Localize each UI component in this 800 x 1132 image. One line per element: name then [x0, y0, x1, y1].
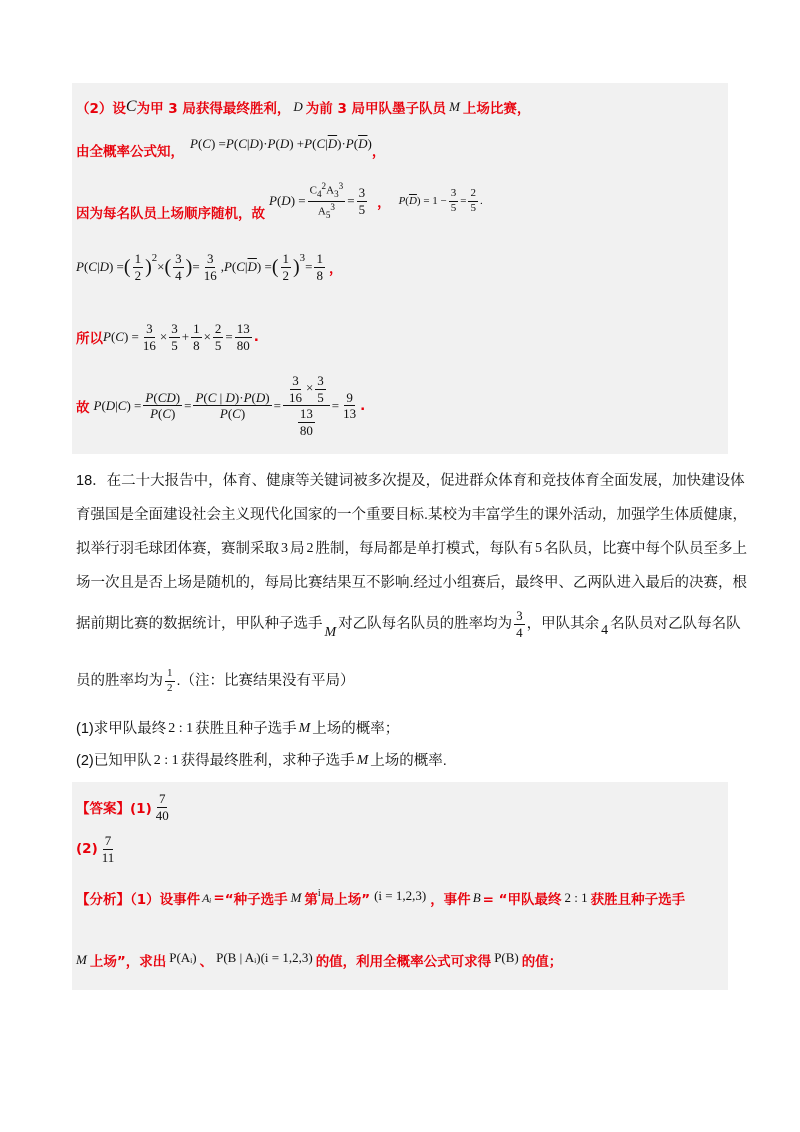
bayes-formula: P ( D | C ) = $\frac{P(CD)}{P(C)}$ = $\frac{P(C | D)\cdot P(D)}{P(C)}$ = $\frac{3}{16}$ × $\frac{3}{5}$ $\frac{13}{80}$ = $\frac{9}{13}$ [93, 373, 357, 438]
analysis-line-1: 【分析】（1）设事件 Aᵢ = “种子选手 M 第 i 局上场” (i = 1,2,3) ，事件 B = “甲队最终 2 : 1 获胜且种子选手 [76, 888, 686, 908]
win-rate-m-fraction: $\frac{3}{4}$ [516, 607, 523, 640]
analysis-line-2: M 上场”，求出 P(Aᵢ) 、 P(B | Aᵢ)(i = 1,2,3) 的值，利用全概率公式可求得 P(B) 的值； [76, 950, 563, 970]
answer-2-fraction: $\frac{7}{11}$ [101, 833, 115, 865]
pdbar-formula: P ( $\overline{D}$ ) = 1 − $\frac{3}{5}$ = $\frac{2}{5}$ . [398, 186, 483, 214]
solution-line-4: P ( C | D ) = ( $\frac{1}{2}$ ) $^2$ × ( $\frac{3}{4}$ ) = $\frac{3}{16}$ , P ( C | $\overline{D}$ ) = ( $\frac{1}{2}$ ) $^3$ = $\frac{1}{8}$ ， [76, 251, 343, 283]
solution-line-2: 由全概率公式知， P ( C ) = P ( C | D )· P ( D ) + P ( C | $\overline{D}$ )· P ( $\overline{D}$ ) ， [76, 136, 386, 160]
solution-line-5: 所以 P ( C ) = $\frac{3}{16}$ × $\frac{3}{5}$ + $\frac{1}{8}$ × $\frac{2}{5}$ = $\frac{13}{80}$ . [76, 321, 259, 353]
pd-formula: P ( D ) = $\frac{C_4^2A_3^3}{A_5^3}$ = $\frac{3}{5}$ [269, 181, 366, 220]
solution-line-1: （2）设 C 为甲 3 局获得最终胜利， D 为前 3 局甲队墨子队员 M 上场比赛， [76, 98, 531, 117]
question-1: (1)求甲队最终 2 : 1 获胜且种子选手 M 上场的概率； [76, 721, 400, 737]
answer-1-fraction: $\frac{7}{40}$ [155, 791, 169, 823]
problem-18-line-5: 据前期比赛的数据统计，甲队种子选手 M 对乙队每名队员的胜率均为 $\frac{3}{4}$ ，甲队其余 4 名队员对乙队每名队 [76, 607, 741, 640]
pc-formula: P ( C ) = $\frac{3}{16}$ × $\frac{3}{5}$ + $\frac{1}{8}$ × $\frac{2}{5}$ = $\frac{13}{80}$ [103, 321, 250, 353]
question-2: (2)已知甲队 2 : 1 获得最终胜利，求种子选手 M 上场的概率. [76, 753, 447, 769]
conditional-probability-formula: P ( C | D ) = ( $\frac{1}{2}$ ) $^2$ × ( $\frac{3}{4}$ ) = $\frac{3}{16}$ , P ( C | $\overline{D}$ ) = ( $\frac{1}{2}$ ) $^3$ = $\frac{1}{8}$ [76, 251, 323, 283]
problem-18-line-2: 育强国是全面建设社会主义现代化国家的一个重要目标.某校为丰富学生的课外活动，加强学生体质健康， [76, 507, 748, 523]
problem-18-line-6: 员的胜率均为 $\frac{1}{2}$ .（注：比赛结果没有平局） [76, 667, 355, 694]
problem-18-line-4: 场一次且是否上场是随机的，每局比赛结果互不影响.经过小组赛后，最终甲、乙两队进入最后的决赛，根 [76, 575, 748, 591]
solution-line-3: 因为每名队员上场顺序随机，故 P ( D ) = $\frac{C_4^2A_3^3}{A_5^3}$ = $\frac{3}{5}$ ， P ( $\overline{D}$ ) = 1 − $\frac{3}{5}$ = $\frac{2}{5}$ . [76, 181, 483, 222]
win-rate-others-fraction: $\frac{1}{2}$ [167, 667, 173, 694]
problem-18-line-1: 18．在二十大报告中，体育、健康等关键词被多次提及，促进群众体育和竞技体育全面发展，加快建设体 [76, 473, 745, 489]
total-probability-formula: P ( C ) = P ( C | D )· P ( D ) + P ( C | $\overline{D}$ )· P ( $\overline{D}$ ) [190, 136, 372, 151]
problem-18-line-3: 拟举行羽毛球团体赛，赛制采取 3 局 2 胜制，每局都是单打模式，每队有 5 名队员，比赛中每个队员至多上 [76, 541, 747, 557]
answer-line-2: (2) $\frac{7}{11}$ [76, 833, 115, 865]
solution-line-6: 故 P ( D | C ) = $\frac{P(CD)}{P(C)}$ = $\frac{P(C | D)\cdot P(D)}{P(C)}$ = $\frac{3}{16}$ × $\frac{3}{5}$ $\frac{13}{80}$ = $\frac{9}{13}$ . [76, 373, 366, 438]
answer-line-1: 【答案】(1) $\frac{7}{40}$ [76, 791, 169, 823]
